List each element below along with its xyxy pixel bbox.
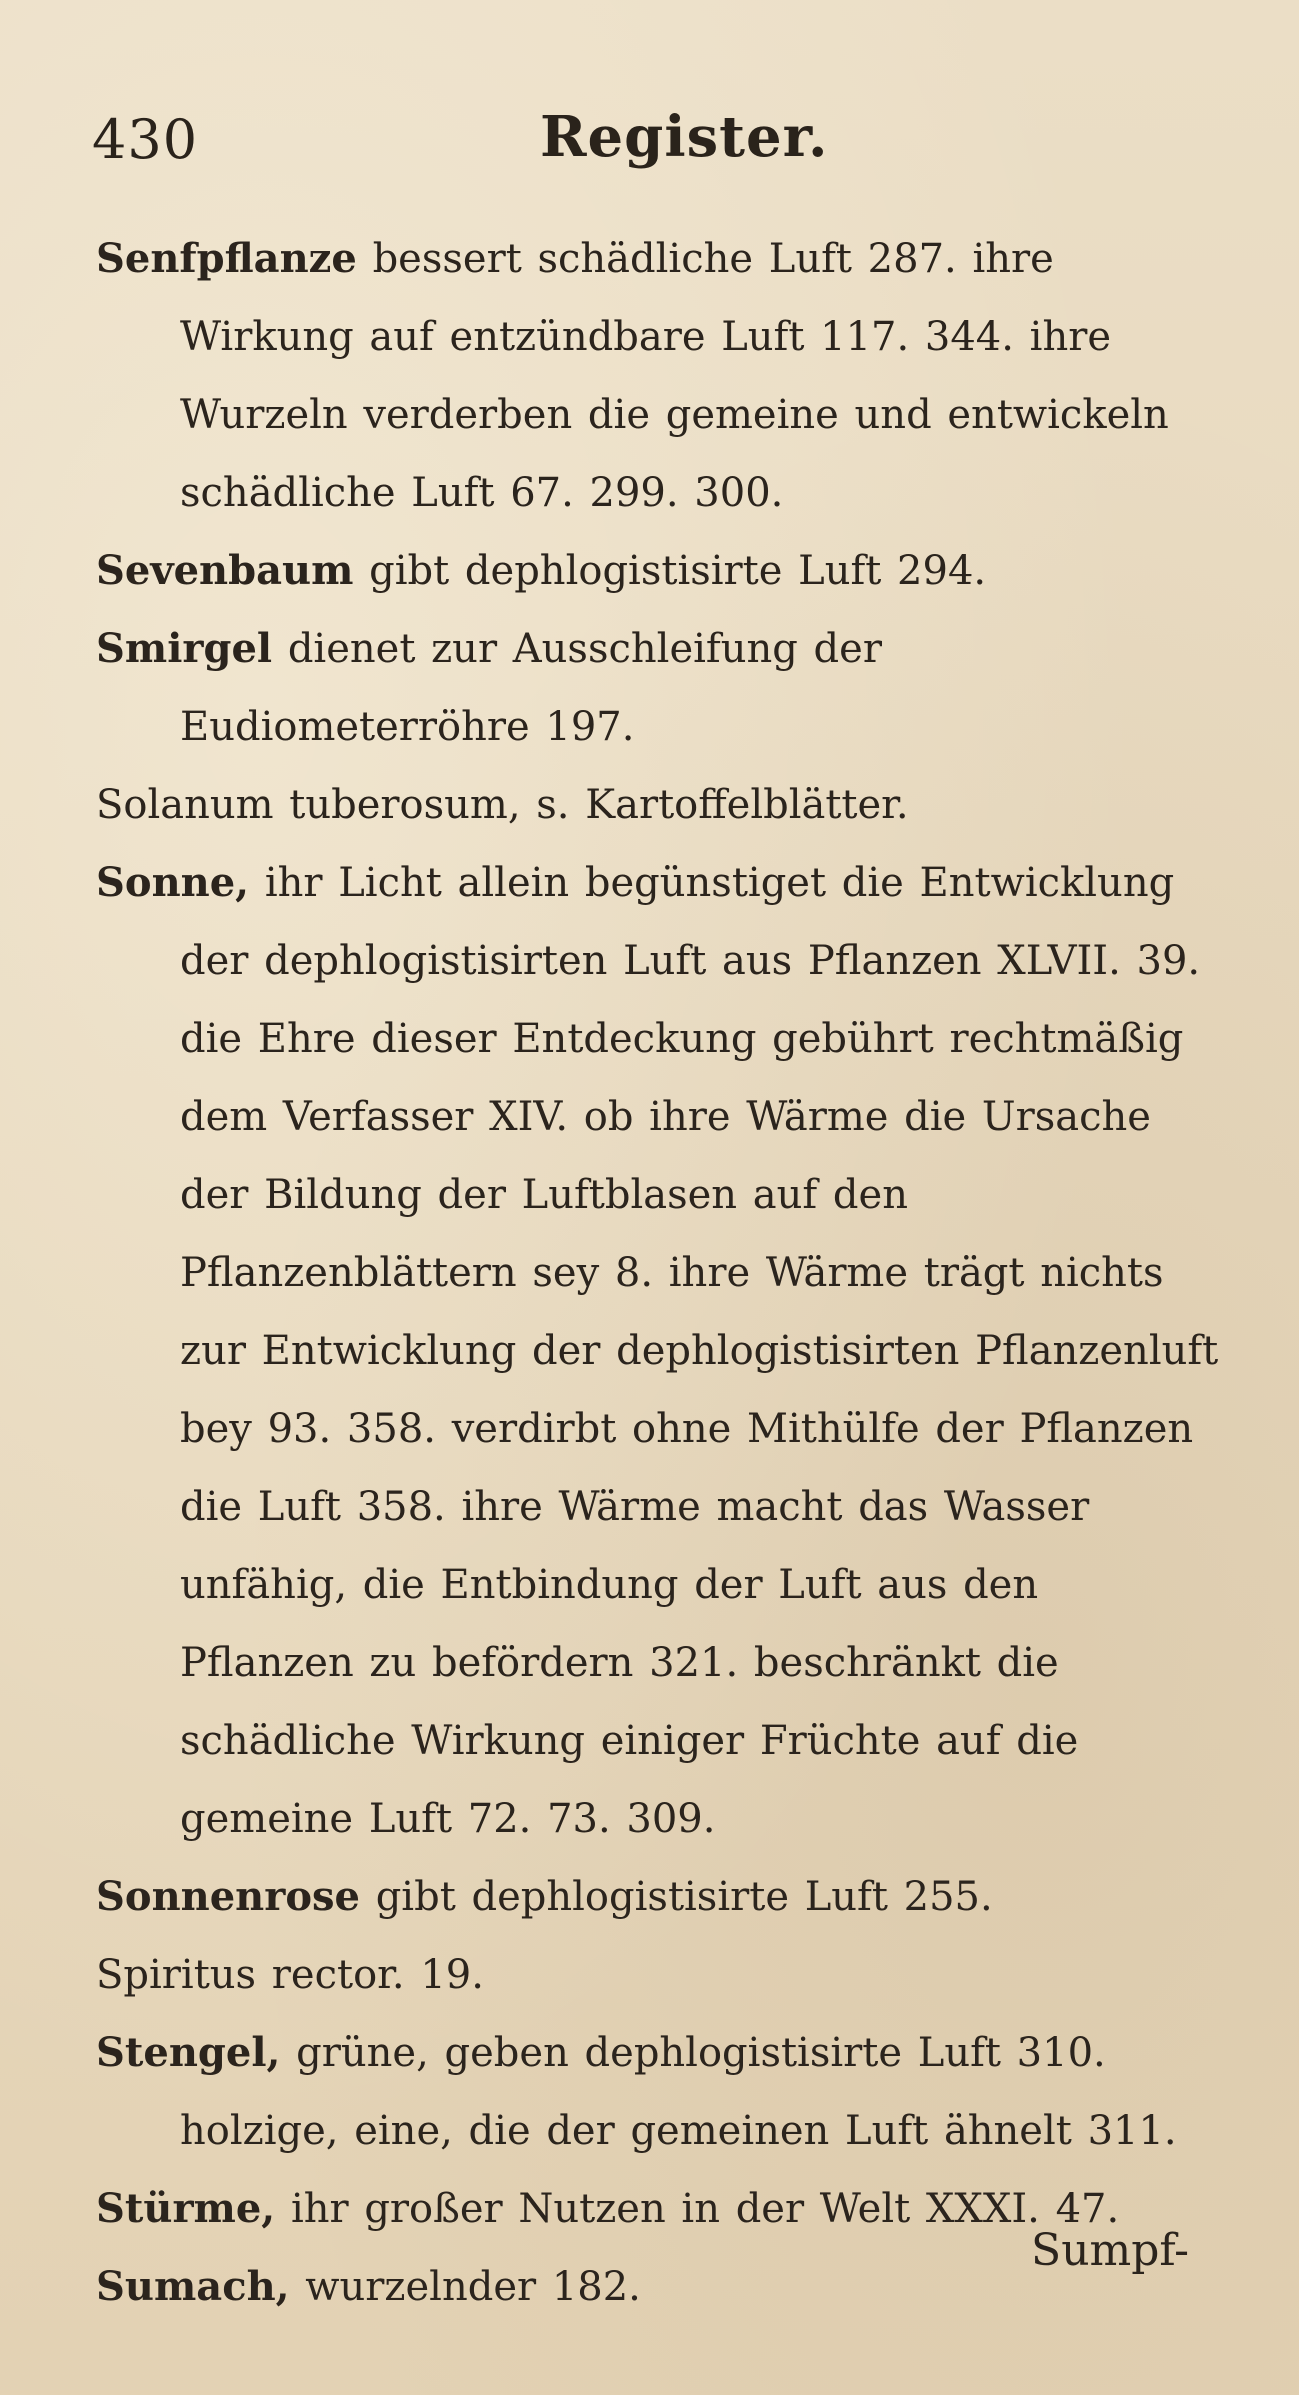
entry-text: ihr großer Nutzen in der Welt XXXI. 47. [290, 2186, 1120, 2232]
index-entry [96, 766, 1226, 844]
entry-head: Senfpflanze [96, 235, 357, 282]
running-head: Register. [540, 104, 829, 170]
entry-head: Spiritus rector. [96, 1952, 405, 1998]
index-entry [96, 220, 1226, 532]
entry-text: grüne, geben dephlogistisirte Luft 310. holzige, eine, die der gemeinen Luft ähnelt 311. [180, 2030, 1177, 2154]
entry-head: Solanum tuberosum, [96, 782, 521, 828]
entry-text: ihr Licht allein begünstiget die Entwicklung der dephlogistisirten Luft aus Pflanzen XLVII. 39. die Ehre dieser Entdeckung gebührt rechtmäßig dem Verfasser XIV. ob ihre Wärme die Ursache der Bildung der Luftblasen auf den Pflanzenblättern sey 8. ihre Wärme trägt nichts zur Entwicklung der dephlogistisirten Pflanzenluft bey 93. 358. verdirbt ohne Mithülfe der Pflanzen die Luft 358. ihre Wärme macht das Wasser unfähig, die Entbindung der Luft aus den Pflanzen zu befördern 321. beschränkt die schädliche Wirkung einiger Früchte auf die gemeine Luft 72. 73. 309. [180, 860, 1219, 1842]
entry-head: Sonne, [96, 859, 250, 906]
entry-text: s. Kartoffelblätter. [536, 782, 909, 828]
entry-text: wurzelnder 182. [305, 2264, 641, 2310]
index-entry [96, 610, 1226, 766]
index-entry [96, 1936, 1226, 2014]
index-entries [96, 220, 1226, 2326]
entry-text: dienet zur Ausschleifung der Eudiometerröhre 197. [180, 626, 882, 750]
entry-text: 19. [420, 1952, 484, 1998]
entry-head: Sevenbaum [96, 547, 354, 594]
page-number: 430 [92, 108, 199, 171]
index-entry [96, 1858, 1226, 1936]
index-entry [96, 532, 1226, 610]
entry-head: Stürme, [96, 2185, 276, 2232]
entry-text: gibt dephlogistisirte Luft 294. [369, 548, 987, 594]
entry-text: bessert schädliche Luft 287. ihre Wirkung auf entzündbare Luft 117. 344. ihre Wurzeln verderben die gemeine und entwickeln schädliche Luft 67. 299. 300. [180, 236, 1169, 516]
entry-text: gibt dephlogistisirte Luft 255. [375, 1874, 993, 1920]
entry-head: Smirgel [96, 625, 273, 672]
entry-head: Stengel, [96, 2029, 281, 2076]
index-entry [96, 2014, 1226, 2170]
index-entry [96, 844, 1226, 1858]
catchword: Sumpf- [1031, 2225, 1189, 2276]
entry-head: Sumach, [96, 2263, 290, 2310]
entry-head: Sonnenrose [96, 1873, 360, 1920]
